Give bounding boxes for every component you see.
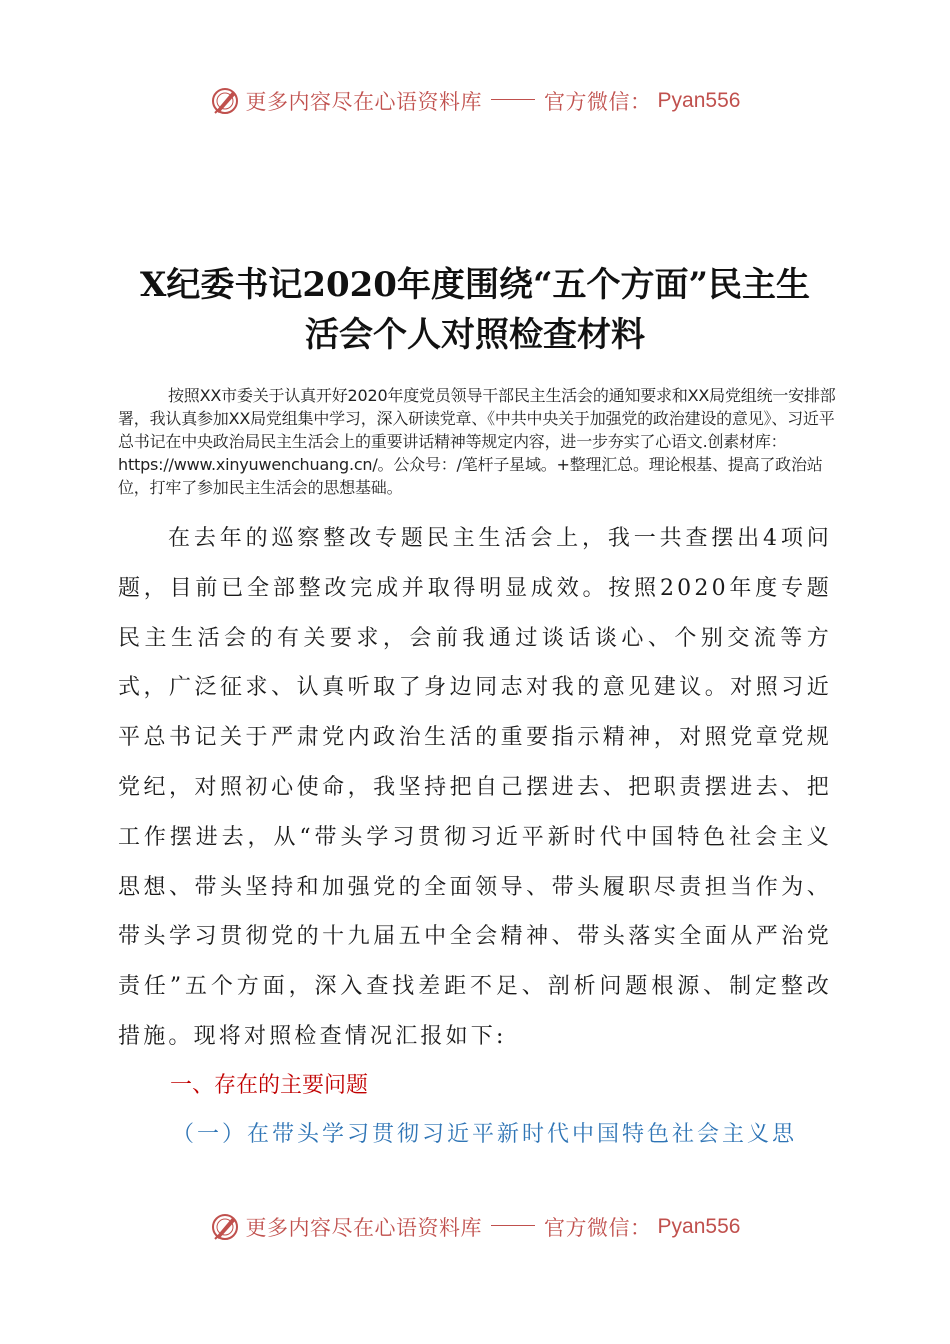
pen-circle-icon — [210, 86, 240, 116]
watermark-dash — [491, 1225, 535, 1226]
subsection-heading: （一）在带头学习贯彻习近平新时代中国特色社会主义思 — [172, 1122, 798, 1147]
watermark-dash — [491, 99, 535, 100]
title-line-2: 活会个人对照检查材料 — [305, 315, 645, 355]
watermark-text: 更多内容尽在心语资料库 — [245, 1216, 483, 1240]
title-line-1: X纪委书记2020年度围绕“五个方面”民主生 — [139, 265, 811, 305]
watermark-label: 官方微信： — [544, 1216, 652, 1240]
watermark-label: 官方微信： — [544, 90, 652, 114]
watermark-text: 更多内容尽在心语资料库 — [245, 90, 483, 114]
document-title — [100, 260, 850, 360]
header-watermark — [0, 86, 950, 116]
watermark-account: Pyan556 — [657, 89, 741, 112]
section-heading: 一、存在的主要问题 — [170, 1073, 369, 1098]
pen-circle-icon — [210, 1212, 240, 1242]
footer-watermark — [0, 1212, 950, 1242]
watermark-account: Pyan556 — [657, 1215, 741, 1238]
body-paragraph: 在去年的巡察整改专题民主生活会上，我一共查摆出4项问题，目前已全部整改完成并取得明显成效。按照2020年度专题民主生活会的有关要求，会前我通过谈话谈心、个别交流等方式，广泛征求、认真听取了身边同志对我的意见建议。对照习近平总书记关于严肃党内政治生活的重要指示精神，对照党章党规党纪，对照初心使命，我坚持把自己摆进去、把职责摆进去、把工作摆进去，从“带头学习贯彻习近平新时代中国特色社会主义思想、带头坚持和加强党的全面领导、带头履职尽责担当作为、带头学习贯彻党的十九届五中全会精神、带头落实全面从严治党责任”五个方面，深入查找差距不足、剖析问题根源、制定整改措施。现将对照检查情况汇报如下: — [118, 526, 832, 1049]
intro-paragraph: 按照XX市委关于认真开好2020年度党员领导干部民主生活会的通知要求和XX局党组统一安排部署，我认真参加XX局党组集中学习，深入研读党章、《中共中央关于加强党的政治建设的意见》、习近平总书记在中央政治局民主生活会上的重要讲话精神等规定内容，进一步夯实了心语文.创素材库：https://www.xinyuwenchuang.cn/。公众号：/笔杆子星域。+整理汇总。理论根基、提高了政治站位，打牢了参加民主生活会的思想基础。 — [118, 386, 836, 497]
